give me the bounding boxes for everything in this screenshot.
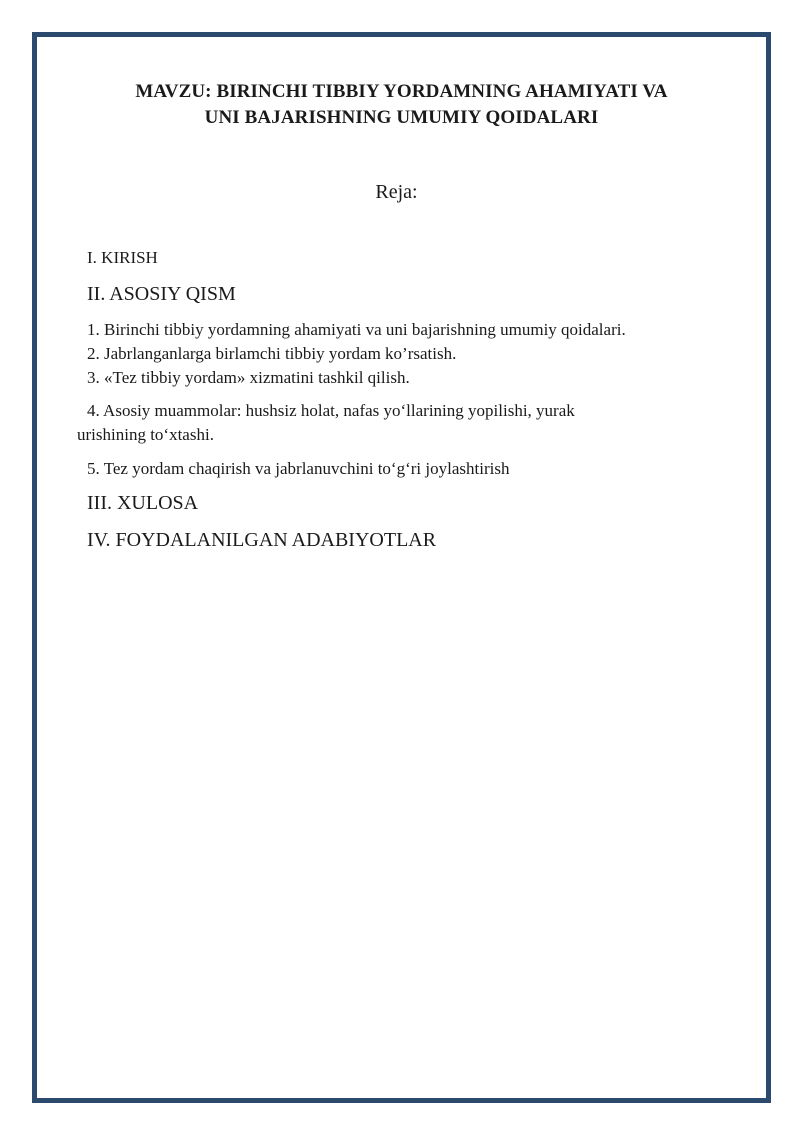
plan-item-5: 5. Tez yordam chaqirish va jabrlanuvchini to‘g‘ri joylashtirish <box>87 459 510 478</box>
title-line-1: MAVZU: BIRINCHI TIBBIY YORDAMNING AHAMIYATI VA <box>135 81 668 102</box>
document-title <box>37 79 766 131</box>
section-adabiyotlar: IV. FOYDALANILGAN ADABIYOTLAR <box>87 529 437 551</box>
document-body <box>37 37 766 1098</box>
plan-heading: Reja: <box>375 181 418 203</box>
plan-item-3: 3. «Tez tibbiy yordam» xizmatini tashkil qilish. <box>87 368 410 387</box>
section-xulosa: III. XULOSA <box>87 492 199 514</box>
plan-item-4-line-2: urishining to‘xtashi. <box>77 425 214 444</box>
plan-item-1: 1. Birinchi tibbiy yordamning ahamiyati va uni bajarishning umumiy qoidalari. <box>87 320 626 339</box>
title-line-2: UNI BAJARISHNING UMUMIY QOIDALARI <box>204 107 599 128</box>
plan-item-4-line-1: 4. Asosiy muammolar: hushsiz holat, nafas yo‘llarining yopilishi, yurak <box>87 401 575 420</box>
plan-item-2: 2. Jabrlanganlarga birlamchi tibbiy yordam ko’rsatish. <box>87 344 457 363</box>
page-border <box>32 32 771 1103</box>
section-kirish: I. KIRISH <box>87 248 158 267</box>
section-asosiy: II. ASOSIY QISM <box>87 283 236 305</box>
